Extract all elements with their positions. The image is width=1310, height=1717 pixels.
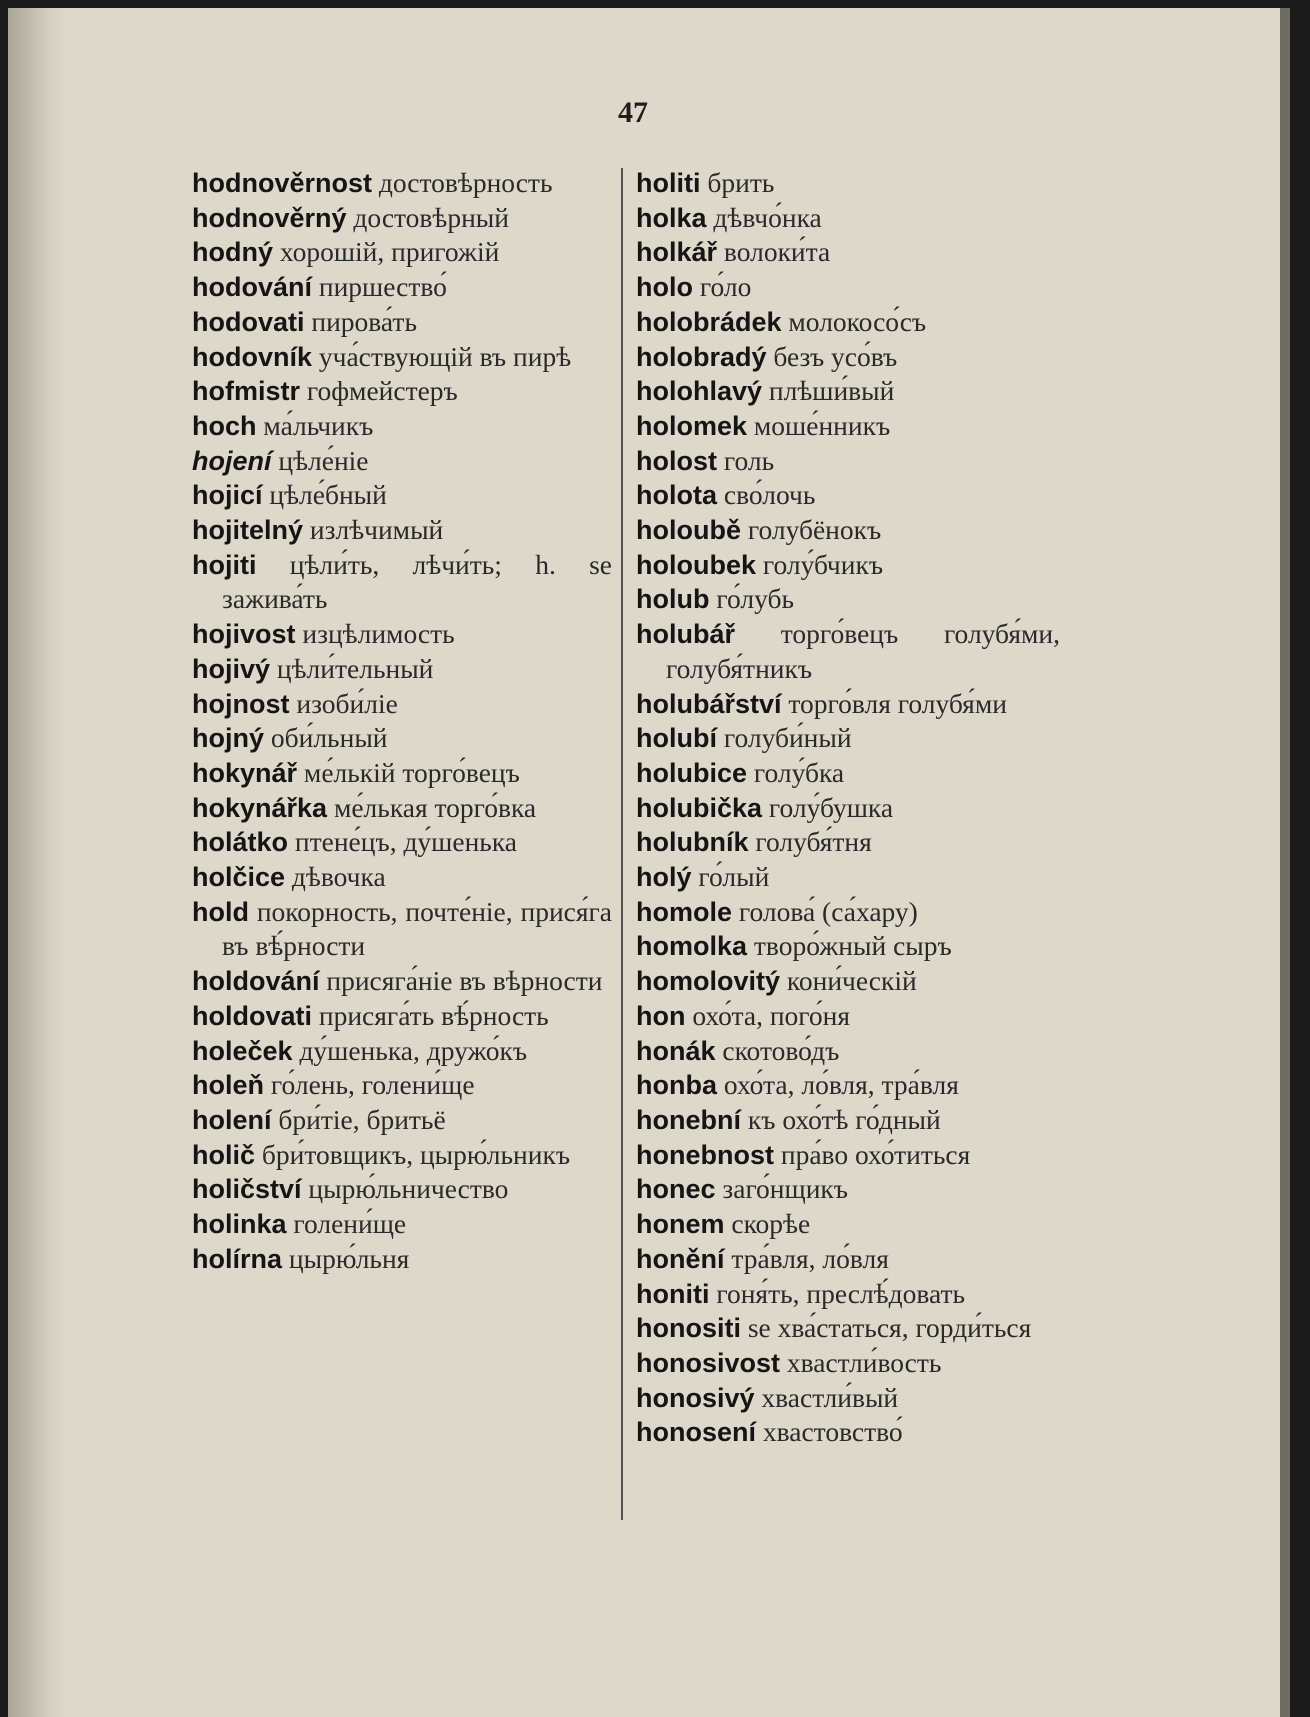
entry-translation: хорошій, пригожій [279,236,500,268]
entry-translation: безъ усо́въ [773,340,898,372]
entry-translation: скотово́дъ [722,1034,840,1066]
entry-translation: достовѣрный [353,201,510,233]
dictionary-entry [192,652,612,687]
dictionary-entry [636,1311,1060,1346]
entry-translation: го́лубь [716,583,794,615]
entry-translation: оби́льный [270,722,388,754]
entry-translation: цѣле́ніе [278,444,369,476]
page-number: 47 [618,96,648,129]
entry-translation: охо́та, ло́вля, тра́вля [723,1069,959,1101]
entry-translation: дѣвочка [291,861,386,893]
entry-translation: творо́жный сыръ [753,930,952,962]
entry-translation: голу́бчикъ [762,548,884,580]
dictionary-entry [636,964,1060,999]
dictionary-entry [192,1068,612,1103]
dictionary-entry [636,1034,1060,1069]
entry-translation: волоки́та [723,236,831,268]
entry-translation: голени́ще [293,1208,407,1240]
entry-headword: honositi [636,1313,741,1344]
dictionary-entry [192,1103,612,1138]
dictionary-entry [192,270,612,305]
dictionary-entry [192,201,612,236]
dictionary-entry [636,201,1060,236]
entry-headword: holičství [192,1174,302,1205]
entry-translation: пиршество́ [318,271,447,303]
entry-translation: достовѣрность [378,167,553,198]
entry-headword: holubář [636,619,735,650]
entry-headword: holubička [636,792,763,823]
dictionary-entry [192,1138,612,1173]
entry-headword: holoubek [636,549,756,580]
entry-headword: hojiti [192,549,257,580]
dictionary-entry [636,1277,1060,1312]
entry-headword: hojicí [192,480,263,511]
entry-translation: гофмейстеръ [306,375,458,407]
dictionary-entry [636,409,1060,444]
entry-translation: пирова́ть [311,305,417,337]
entry-headword: hojivý [192,653,271,684]
entry-translation: скорѣе [731,1208,811,1240]
entry-translation: брить [707,167,775,198]
entry-headword: honosení [636,1417,756,1448]
entry-headword: hodovník [192,341,312,372]
dictionary-entry [636,1068,1060,1103]
entry-headword: holkář [636,237,718,268]
entry-headword: holiti [636,168,701,198]
entry-headword: holost [636,445,717,476]
entry-headword: holobrádek [636,306,782,337]
entry-headword: honebnost [636,1139,774,1170]
column-divider [621,168,623,1520]
dictionary-entry [636,340,1060,375]
dictionary-entry [636,860,1060,895]
dictionary-entry [192,1172,612,1207]
entry-headword: hodovati [192,306,305,337]
dictionary-entry [192,895,612,964]
dictionary-entry [636,582,1060,617]
dictionary-entry [636,1346,1060,1381]
dictionary-entry [636,895,1060,930]
dictionary-entry [192,340,612,375]
dictionary-entry [636,478,1060,513]
entry-headword: honem [636,1209,725,1240]
entry-headword: holub [636,584,710,615]
entry-headword: holeček [192,1035,293,1066]
entry-headword: holubí [636,723,717,754]
entry-translation: пра́во охо́титься [780,1138,971,1170]
entry-translation: гоня́ть, преслѣ́довать [716,1277,966,1309]
entry-headword: honosivost [636,1347,781,1378]
entry-headword: holý [636,862,692,893]
entry-headword: honák [636,1035,716,1066]
dictionary-entry [636,1138,1060,1173]
dictionary-entry [192,791,612,826]
entry-translation: охо́та, пого́ня [692,999,851,1031]
dictionary-entry [636,617,1060,686]
entry-headword: honba [636,1070,717,1101]
entry-headword: holdovati [192,1000,312,1031]
entry-headword: holohlavý [636,376,763,407]
dictionary-entry [192,235,612,270]
entry-headword: honění [636,1243,725,1274]
entry-translation: ду́шенька, дружо́къ [299,1034,528,1066]
entry-translation: цырю́льня [288,1242,410,1274]
dictionary-entry [192,999,612,1034]
entry-headword: homolovitý [636,966,781,997]
dictionary-entry [636,548,1060,583]
entry-headword: hold [192,896,249,927]
entry-headword: holota [636,480,717,511]
entry-headword: honební [636,1104,741,1135]
entry-headword: hodnověrný [192,202,347,233]
entry-headword: hojivost [192,619,296,650]
entry-headword: hokynářka [192,792,328,823]
dictionary-entry [636,1103,1060,1138]
entry-translation: сво́лочь [723,479,816,511]
dictionary-entry [636,999,1060,1034]
page-spine-shadow [8,8,68,1717]
entry-headword: hodný [192,237,273,268]
entry-headword: honec [636,1174,716,1205]
dictionary-entry [636,791,1060,826]
dictionary-entry [636,1242,1060,1277]
dictionary-entry [192,374,612,409]
entry-headword: holo [636,272,693,303]
entry-headword: hofmistr [192,376,300,407]
entry-translation: къ охо́тѣ го́дный [747,1103,941,1135]
entry-translation: голубя́тня [755,826,872,858]
entry-headword: holírna [192,1243,283,1274]
dictionary-entry [636,1207,1060,1242]
dictionary-entry [636,1172,1060,1207]
entry-headword: hojnost [192,688,290,719]
dictionary-entry [636,270,1060,305]
entry-translation: голу́бушка [768,791,894,823]
right-column [636,166,1060,1450]
entry-headword: holení [192,1104,272,1135]
entry-translation: ме́лькая торго́вка [333,791,537,823]
dictionary-entry [192,721,612,756]
entry-translation: бри́товщикъ, цырю́льникъ [261,1138,571,1170]
entry-translation: торго́вля голубя́ми [788,687,1007,719]
entry-headword: hojný [192,723,264,754]
dictionary-entry [192,1034,612,1069]
entry-translation: голубёнокъ [747,514,882,546]
entry-headword: hodování [192,272,312,303]
entry-translation: тра́вля, ло́вля [731,1242,889,1274]
dictionary-entry [192,166,612,201]
entry-translation: кони́ческій [786,965,917,997]
dictionary-entry [192,1207,612,1242]
dictionary-entry [636,235,1060,270]
entry-headword: holinka [192,1209,287,1240]
dictionary-entry [192,1242,612,1277]
entry-headword: homole [636,896,733,927]
entry-headword: holomek [636,410,748,441]
entry-translation: го́лень, голени́ще [270,1069,475,1101]
entry-translation: цѣли́ть, лѣчи́ть; h. se зажива́ть [222,548,612,615]
entry-headword: hojitelný [192,515,304,546]
dictionary-entry [192,756,612,791]
entry-translation: хвастли́вый [761,1381,899,1413]
dictionary-entry [636,929,1060,964]
entry-headword: holič [192,1139,256,1170]
entry-headword: holubice [636,757,748,788]
dictionary-entry [192,409,612,444]
entry-translation: ма́льчикъ [263,409,374,441]
dictionary-entry [636,444,1060,479]
entry-translation: хвастовство́ [762,1416,903,1448]
entry-headword: hojení [192,445,272,476]
entry-headword: holka [636,202,707,233]
entry-translation: торго́вецъ голубя́ми, голубя́тникъ [666,618,1061,684]
entry-translation: хвастли́вость [786,1346,942,1378]
dictionary-entry [636,1415,1060,1450]
dictionary-entry [192,687,612,722]
entry-translation: бри́тіе, бритьё [278,1103,446,1135]
dictionary-entry [636,166,1060,201]
entry-headword: holeň [192,1070,264,1101]
entry-translation: цѣле́бный [269,479,387,511]
dictionary-entry [192,444,612,479]
entry-translation: цырю́льничество [308,1173,509,1205]
entry-translation: голь [723,444,775,476]
entry-translation: голу́бка [753,756,845,788]
entry-translation: присяга́ніе въ вѣрности [326,965,603,997]
entry-headword: honosivý [636,1382,755,1413]
entry-headword: hodnověrnost [192,168,372,198]
entry-translation: птене́цъ, ду́шенька [294,826,517,858]
dictionary-entry [192,964,612,999]
dictionary-entry [192,548,612,617]
entry-translation: голуби́ный [723,722,852,754]
entry-translation: моше́нникъ [753,409,891,441]
entry-translation: молокосо́съ [788,305,927,337]
entry-translation: изоби́ліе [296,687,398,719]
dictionary-entry [192,478,612,513]
entry-translation: покорность, почте́ніе, прися́га въ вѣ́рности [222,895,612,962]
entry-translation: голова́ (са́хару) [738,895,918,927]
entry-headword: holubářství [636,688,782,719]
dictionary-entry [636,374,1060,409]
entry-headword: hokynář [192,757,298,788]
entry-translation: se хва́статься, горди́ться [747,1312,1032,1344]
dictionary-entry [636,305,1060,340]
dictionary-entry [636,825,1060,860]
entry-translation: ме́лькій торго́вецъ [303,756,520,788]
dictionary-entry [192,617,612,652]
dictionary-entry [192,825,612,860]
dictionary-entry [192,305,612,340]
dictionary-entry [636,1381,1060,1416]
entry-translation: излѣчимый [309,514,444,546]
entry-translation: дѣвчо́нка [713,201,822,233]
dictionary-entry [636,721,1060,756]
entry-headword: hoch [192,410,257,441]
entry-headword: honiti [636,1278,710,1309]
entry-headword: holoubě [636,515,741,546]
entry-headword: homolka [636,931,748,962]
entry-headword: holubník [636,827,749,858]
entry-headword: hon [636,1000,686,1031]
dictionary-entry [636,756,1060,791]
entry-translation: присяга́ть вѣ́рность [318,999,549,1031]
entry-translation: цѣли́тельный [276,652,434,684]
dictionary-page [8,8,1290,1717]
entry-translation: заго́нщикъ [722,1173,848,1205]
entry-translation: го́лый [698,861,770,893]
dictionary-entry [192,513,612,548]
dictionary-entry [636,687,1060,722]
entry-translation: го́ло [699,271,752,303]
left-column [192,166,612,1277]
entry-headword: holdování [192,966,320,997]
entry-headword: holobradý [636,341,767,372]
entry-translation: уча́ствующій въ пирѣ [318,340,572,372]
dictionary-entry [636,513,1060,548]
entry-headword: holátko [192,827,289,858]
entry-headword: holčice [192,862,286,893]
entry-translation: плѣши́вый [768,375,895,407]
entry-translation: изцѣлимость [302,618,455,650]
dictionary-entry [192,860,612,895]
